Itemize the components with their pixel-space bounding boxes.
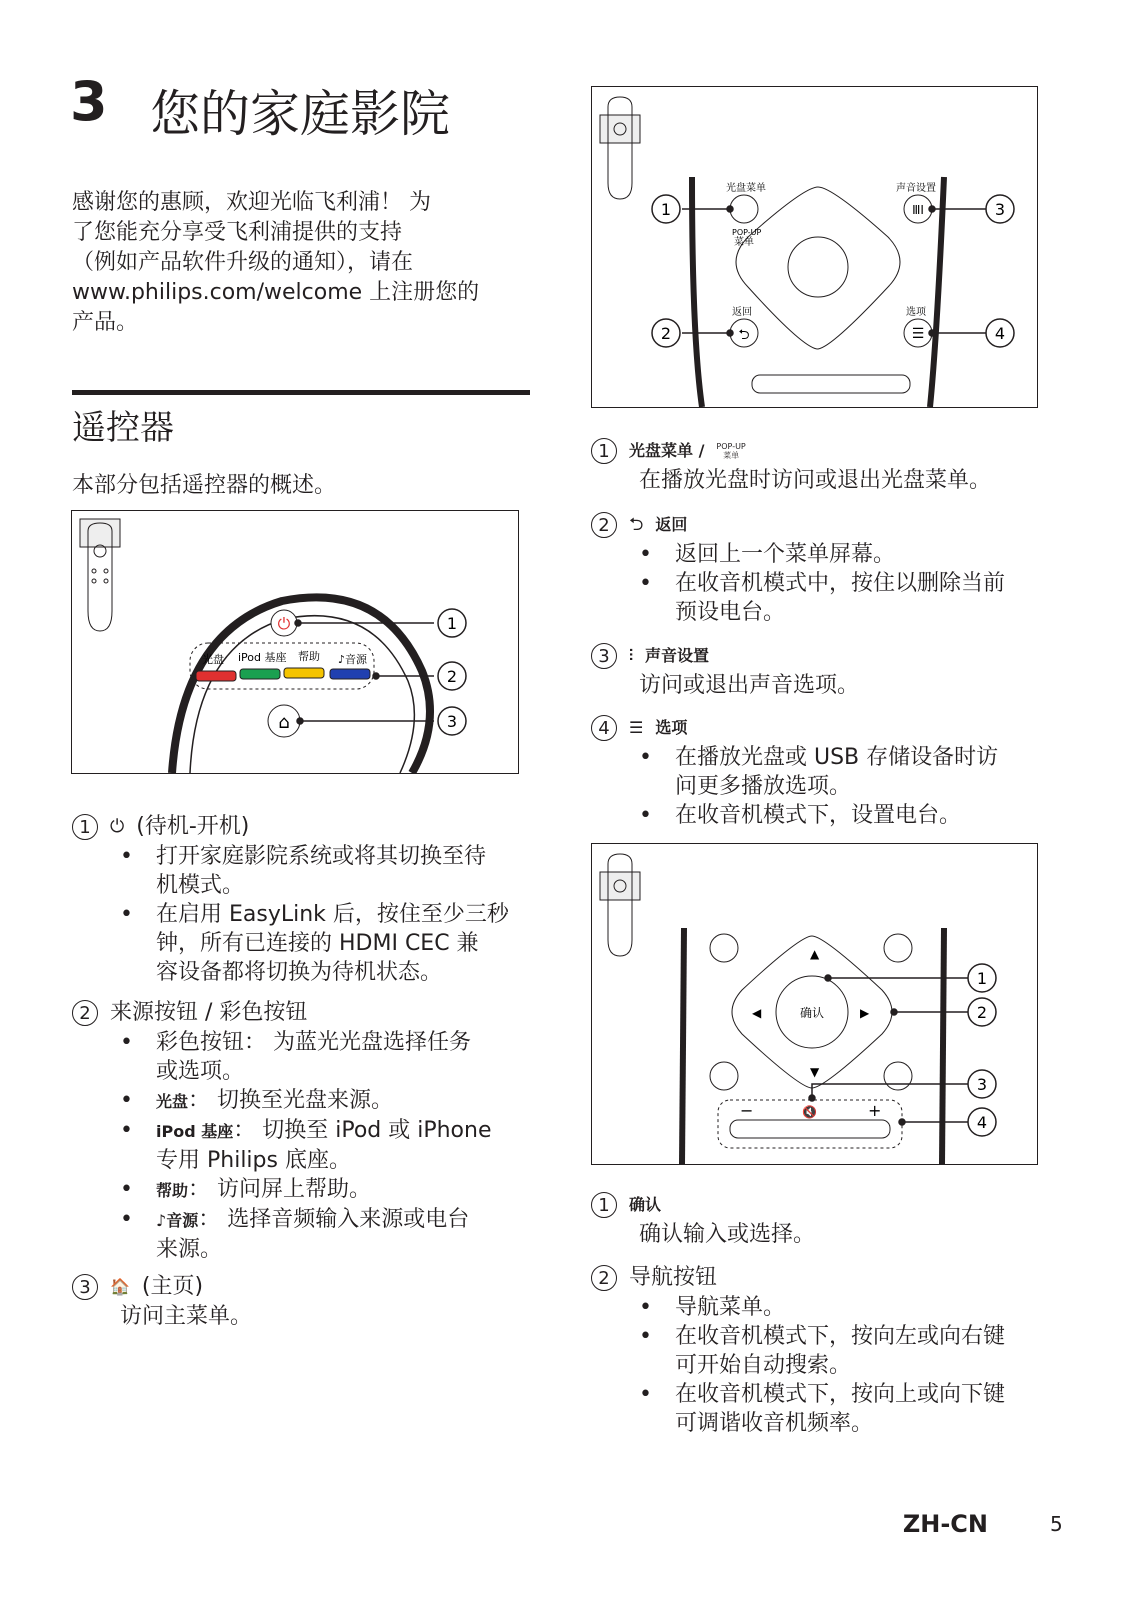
chapter-number: 3 xyxy=(70,70,108,133)
item-title: 选项 xyxy=(655,718,688,737)
svg-text:4: 4 xyxy=(976,1113,988,1132)
item-title: 光盘菜单 / xyxy=(629,441,705,460)
item-power xyxy=(72,812,532,987)
footer-language: ZH-CN xyxy=(902,1510,988,1538)
bullet: • ♪音源： 选择音频输入来源或电台 来源。 xyxy=(120,1205,532,1264)
power-icon: ⏻ xyxy=(110,816,125,837)
section-description: 本部分包括遥控器的概述。 xyxy=(72,473,337,498)
bullet: • 返回上一个菜单屏幕。 xyxy=(639,540,1041,569)
intro-line: 产品。 xyxy=(72,310,139,335)
chapter-title: 您的家庭影院 xyxy=(150,85,450,143)
bullet: • 在收音机模式下，按向上或向下键 可调谐收音机频率。 xyxy=(639,1380,1041,1438)
item-title: 返回 xyxy=(655,515,688,534)
svg-text:2: 2 xyxy=(976,1003,988,1022)
svg-text:▲: ▲ xyxy=(810,947,820,961)
label-sound: 声音设置 xyxy=(896,183,936,194)
item-title: 导航按钮 xyxy=(629,1265,718,1290)
intro-line: 了您能充分享受飞利浦提供的支持 xyxy=(72,220,403,245)
item-description: 确认输入或选择。 xyxy=(639,1222,816,1247)
callout-2: 2 xyxy=(446,667,458,686)
item-back xyxy=(591,510,1041,627)
svg-text:3: 3 xyxy=(994,200,1006,219)
svg-text:▶: ▶ xyxy=(860,1006,870,1020)
bullet: • 帮助： 访问屏上帮助。 xyxy=(120,1175,532,1205)
options-icon: ☰ xyxy=(629,718,644,737)
item-number: 3 xyxy=(72,1274,98,1300)
item-title: (待机-开机) xyxy=(136,814,250,839)
item-number: 1 xyxy=(591,438,617,464)
svg-text:1: 1 xyxy=(976,969,988,988)
item-disc-menu xyxy=(591,436,1041,496)
svg-text:3: 3 xyxy=(976,1075,988,1094)
label-disc: 光盘 xyxy=(202,653,224,666)
options-icon: ☰ xyxy=(911,326,925,342)
home-icon: 🏠 xyxy=(110,1277,130,1296)
page-number: 5 xyxy=(1050,1512,1063,1536)
back-icon: ⮌ xyxy=(629,514,644,535)
svg-text:4: 4 xyxy=(994,324,1006,343)
popup-menu-badge: POP-UP 菜单 xyxy=(716,442,746,460)
item-home xyxy=(72,1272,532,1332)
bullet: • 在收音机模式下，设置电台。 xyxy=(639,801,1041,830)
bullet: • iPod 基座： 切换至 iPod 或 iPhone 专用 Philips 底座。 xyxy=(120,1116,532,1175)
intro-line: （例如产品软件升级的通知），请在 xyxy=(72,250,414,275)
label-ipod: iPod 基座 xyxy=(238,651,287,664)
item-title: 来源按钮 / 彩色按钮 xyxy=(110,1000,308,1025)
item-description: 访问主菜单。 xyxy=(120,1304,253,1329)
bullet: • 导航菜单。 xyxy=(639,1293,1041,1322)
item-ok xyxy=(591,1190,1041,1250)
svg-text:⏻: ⏻ xyxy=(277,614,291,633)
svg-text:◀: ◀ xyxy=(752,1006,762,1020)
label-disc-menu: 光盘菜单 xyxy=(726,183,766,194)
item-number: 4 xyxy=(591,715,617,741)
ok-button-label: 确认 xyxy=(799,1006,825,1020)
mute-icon: 🔇 xyxy=(802,1105,817,1119)
back-icon: ⮌ xyxy=(738,327,750,343)
item-number: 2 xyxy=(591,512,617,538)
intro-line: 感谢您的惠顾，欢迎光临飞利浦！ 为 xyxy=(72,190,431,215)
remote-top-figure xyxy=(71,510,519,774)
svg-text:▼: ▼ xyxy=(810,1065,820,1079)
section-title: 遥控器 xyxy=(72,408,174,448)
item-number: 2 xyxy=(72,1000,98,1026)
label-options: 选项 xyxy=(906,307,926,318)
item-number: 1 xyxy=(591,1192,617,1218)
bullet: • 在收音机模式下，按向左或向右键 可开始自动搜索。 xyxy=(639,1322,1041,1380)
item-navigation xyxy=(591,1263,1041,1438)
svg-text:菜单: 菜单 xyxy=(734,237,754,248)
svg-text:2: 2 xyxy=(660,324,672,343)
item-description: 访问或退出声音选项。 xyxy=(639,673,860,698)
item-title: 确认 xyxy=(629,1195,662,1214)
label-help: 帮助 xyxy=(298,650,320,663)
bullet: • 光盘： 切换至光盘来源。 xyxy=(120,1086,532,1116)
label-back: 返回 xyxy=(732,307,752,318)
bullet: • 在启用 EasyLink 后，按住至少三秒 钟，所有已连接的 HDMI CEC 兼 容设备都将切换为待机状态。 xyxy=(120,900,532,987)
svg-text:−: − xyxy=(740,1101,754,1120)
svg-text:POP-UP: POP-UP xyxy=(732,228,762,237)
svg-text:+: + xyxy=(868,1101,882,1120)
item-source-buttons xyxy=(72,998,532,1264)
bullet: • 打开家庭影院系统或将其切换至待 机模式。 xyxy=(120,842,532,900)
callout-3: 3 xyxy=(446,712,458,731)
remote-thumbnail xyxy=(80,519,120,631)
label-source: ♪音源 xyxy=(338,653,368,666)
item-title: 声音设置 xyxy=(645,646,710,665)
svg-text:⌂: ⌂ xyxy=(278,712,290,733)
bullet: • 彩色按钮： 为蓝光光盘选择任务 或选项。 xyxy=(120,1028,532,1086)
svg-text:1: 1 xyxy=(660,200,672,219)
section-rule xyxy=(72,390,530,395)
item-number: 2 xyxy=(591,1265,617,1291)
callout-1: 1 xyxy=(446,614,458,633)
item-number: 1 xyxy=(72,814,98,840)
bullet: • 在播放光盘或 USB 存储设备时访 问更多播放选项。 xyxy=(639,743,1041,801)
item-options xyxy=(591,713,1041,830)
bullet: • 在收音机模式中，按住以删除当前 预设电台。 xyxy=(639,569,1041,627)
intro-paragraph xyxy=(72,188,522,338)
remote-middle-figure xyxy=(591,86,1038,408)
remote-navigation-figure xyxy=(591,843,1038,1165)
item-description: 在播放光盘时访问或退出光盘菜单。 xyxy=(639,468,992,493)
item-number: 3 xyxy=(591,643,617,669)
sound-icon: ⅢI xyxy=(912,203,924,217)
sound-settings-icon: ⫶ xyxy=(629,646,634,665)
item-sound-settings xyxy=(591,641,1041,701)
intro-line: www.philips.com/welcome 上注册您的 xyxy=(72,280,480,305)
item-title: (主页) xyxy=(141,1274,204,1299)
